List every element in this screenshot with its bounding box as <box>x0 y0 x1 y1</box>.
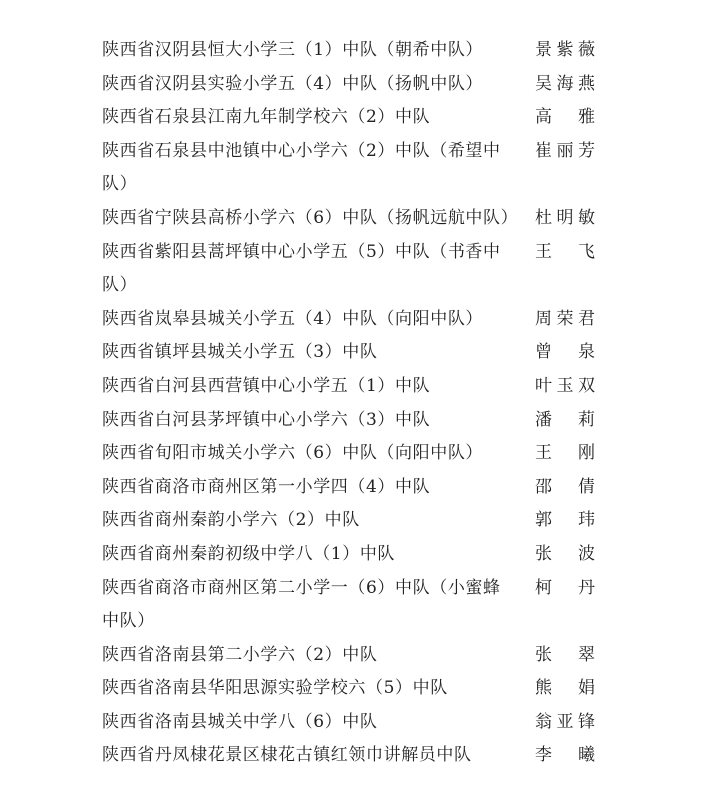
unit-name: 陕西省岚皋县城关小学五（4）中队（向阳中队） <box>102 308 484 329</box>
unit-name: 陕西省汉阴县恒大小学三（1）中队（朝希中队） <box>102 40 484 60</box>
list-item <box>102 639 602 673</box>
list-item <box>102 471 602 505</box>
unit-name: 陕西省丹凤棣花景区棣花古镇红领巾讲解员中队 <box>102 745 472 766</box>
unit-name: 陕西省镇坪县城关小学五（3）中队 <box>102 342 378 363</box>
person-name: 王刚 <box>535 443 595 464</box>
person-name: 柯丹 <box>535 577 595 598</box>
person-name: 潘莉 <box>535 409 595 430</box>
person-name: 翁亚锋 <box>535 711 595 732</box>
honor-list <box>102 34 602 773</box>
unit-name: 陕西省紫阳县蒿坪镇中心小学五（5）中队（书香中队） <box>102 241 501 296</box>
list-item <box>102 336 602 370</box>
person-name: 周荣君 <box>535 308 595 329</box>
unit-name: 陕西省商洛市商州区第一小学四（4）中队 <box>102 476 431 497</box>
person-name: 吴海燕 <box>535 73 595 94</box>
person-name: 邵倩 <box>535 476 595 497</box>
list-item <box>102 101 602 135</box>
unit-name: 陕西省石泉县江南九年制学校六（2）中队 <box>102 107 431 128</box>
person-name: 高雅 <box>535 107 595 128</box>
person-name: 崔丽芳 <box>535 140 595 161</box>
unit-name: 陕西省汉阴县实验小学五（4）中队（扬帆中队） <box>102 73 484 94</box>
list-item <box>102 34 602 68</box>
list-item <box>102 370 602 404</box>
unit-name: 陕西省石泉县中池镇中心小学六（2）中队（希望中队） <box>102 140 501 195</box>
list-item <box>102 236 602 303</box>
list-item <box>102 135 602 202</box>
person-name: 叶玉双 <box>535 375 595 396</box>
unit-name: 陕西省洛南县城关中学八（6）中队 <box>102 711 378 732</box>
unit-name: 陕西省旬阳市城关小学六（6）中队（向阳中队） <box>102 443 484 464</box>
list-item <box>102 404 602 438</box>
person-name: 景紫薇 <box>535 40 595 60</box>
person-name: 熊娟 <box>535 678 595 699</box>
list-item <box>102 303 602 337</box>
list-item <box>102 572 602 639</box>
unit-name: 陕西省商州秦韵小学六（2）中队 <box>102 510 360 531</box>
list-item <box>102 739 602 773</box>
unit-name: 陕西省洛南县华阳思源实验学校六（5）中队 <box>102 678 448 699</box>
list-item <box>102 706 602 740</box>
unit-name: 陕西省商州秦韵初级中学八（1）中队 <box>102 543 396 564</box>
list-item <box>102 538 602 572</box>
unit-name: 陕西省洛南县第二小学六（2）中队 <box>102 644 378 665</box>
unit-name: 陕西省白河县西营镇中心小学五（1）中队 <box>102 375 431 396</box>
person-name: 王飞 <box>535 241 595 262</box>
person-name: 杜明敏 <box>535 207 595 228</box>
list-item <box>102 672 602 706</box>
list-item <box>102 437 602 471</box>
person-name: 张翠 <box>535 644 595 665</box>
list-item <box>102 68 602 102</box>
person-name: 郭玮 <box>535 510 595 531</box>
unit-name: 陕西省宁陕县高桥小学六（6）中队（扬帆远航中队） <box>102 207 519 228</box>
unit-name: 陕西省白河县茅坪镇中心小学六（3）中队 <box>102 409 431 430</box>
list-item <box>102 504 602 538</box>
person-name: 张波 <box>535 543 595 564</box>
list-item <box>102 202 602 236</box>
unit-name: 陕西省商洛市商州区第二小学一（6）中队（小蜜蜂中队） <box>102 577 501 632</box>
person-name: 李曦 <box>535 745 595 766</box>
person-name: 曾泉 <box>535 342 595 363</box>
